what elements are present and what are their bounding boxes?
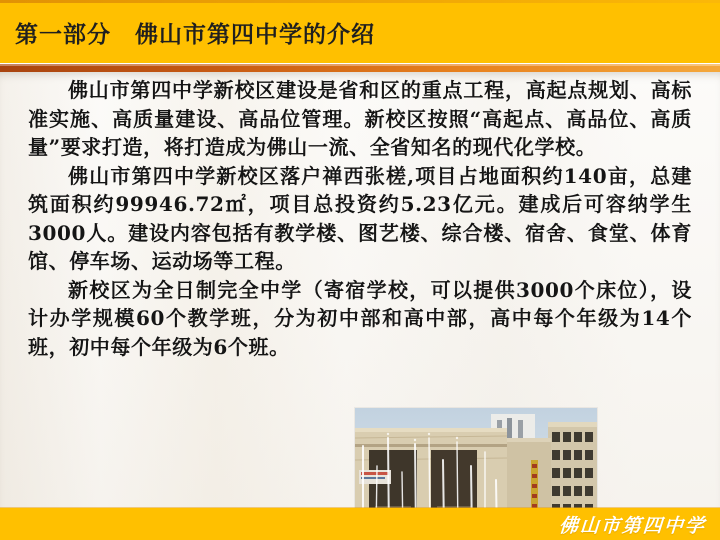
divider-bar <box>0 64 720 72</box>
content-area <box>0 72 720 508</box>
body-paragraph-2: 佛山市第四中学新校区落户禅西张槎,项目占地面积约140亩，总建筑面积约99946.72㎡，项目总投资约5.23亿元。建成后可容纳学生3000人。建设内容包括有教学楼、图艺楼、综合楼、宿舍、食堂、体育馆、停车场、运动场等工程。 <box>28 163 692 273</box>
header-bar <box>0 0 720 63</box>
footer-bar <box>0 508 720 540</box>
body-text-block <box>28 76 692 361</box>
footer-school-name: 佛山市第四中学 <box>558 514 707 537</box>
body-paragraph-3: 新校区为全日制完全中学（寄宿学校，可以提供3000个床位），设计办学规模60个教学班，分为初中部和高中部，高中每个年级为14个班，初中每个年级为6个班。 <box>28 277 692 359</box>
body-paragraph-1: 佛山市第四中学新校区建设是省和区的重点工程，高起点规划、高标准实施、高质量建设、高品位管理。新校区按照“高起点、高品位、高质量”要求打造，将打造成为佛山一流、全省知名的现代化学校。 <box>28 78 692 159</box>
slide-title: 第一部分 佛山市第四中学的介绍 <box>15 22 375 48</box>
